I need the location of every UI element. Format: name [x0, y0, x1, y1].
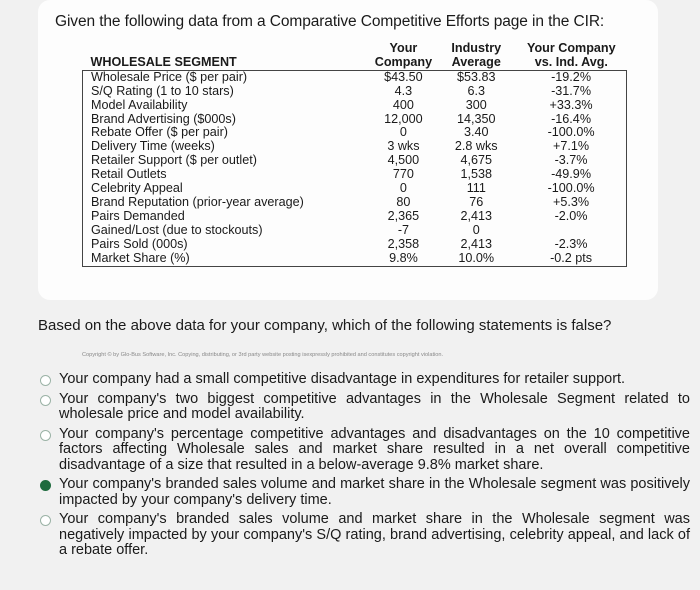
- your-company-value: 80: [396, 194, 411, 209]
- your-company-header-line2: Company: [374, 54, 433, 69]
- industry-average-value: 2,413: [460, 208, 493, 223]
- your-company-value: 0: [399, 181, 407, 196]
- table-row: [83, 252, 627, 266]
- radio-icon[interactable]: [40, 395, 51, 406]
- vs-ind-avg-value: -49.9%: [516, 168, 626, 182]
- industry-average-value: 1,538: [460, 167, 493, 182]
- vs-ind-avg-value: +7.1%: [516, 140, 626, 154]
- vs-ind-avg-value: -100.0%: [516, 126, 626, 140]
- industry-average-value: 6.3: [467, 83, 486, 98]
- your-company-value: 2,365: [387, 208, 420, 223]
- industry-average-header: [436, 42, 516, 70]
- table-row: [83, 168, 627, 182]
- vs-ind-avg-value: -31.7%: [516, 85, 626, 99]
- row-label: Delivery Time (weeks): [83, 140, 371, 154]
- your-company-value: 4.3: [394, 83, 413, 98]
- answer-options: [40, 372, 690, 563]
- vs-ind-avg-value: -16.4%: [516, 113, 626, 127]
- industry-average-value: 3.40: [464, 125, 489, 140]
- vs-ind-avg-value: +33.3%: [516, 99, 626, 113]
- industry-average-value: 14,350: [457, 111, 496, 126]
- vs-ind-avg-value: -3.7%: [516, 154, 626, 168]
- industry-average-value: 4,675: [460, 153, 493, 168]
- industry-average-value: $53.83: [436, 70, 516, 84]
- answer-option-5[interactable]: [40, 512, 690, 559]
- comparative-efforts-table: [82, 42, 627, 267]
- table-row: [83, 126, 627, 140]
- intro-text: Given the following data from a Comparative Competitive Efforts page in the CIR:: [55, 13, 605, 30]
- industry-average-header-line1: Industry: [451, 41, 502, 55]
- radio-icon[interactable]: [40, 430, 51, 441]
- table-row: [83, 182, 627, 196]
- your-company-value: 2,358: [387, 236, 420, 251]
- answer-option-2[interactable]: [40, 392, 690, 423]
- your-company-value: $43.50: [370, 70, 436, 84]
- vs-ind-avg-value: +5.3%: [516, 196, 626, 210]
- your-company-value: 9.8%: [370, 252, 436, 266]
- your-company-value: 770: [392, 167, 414, 182]
- row-label: Pairs Demanded: [83, 210, 371, 224]
- vs-ind-avg-value: -2.3%: [516, 238, 626, 252]
- industry-average-value: 76: [469, 194, 484, 209]
- your-company-value: -7: [397, 222, 410, 237]
- industry-average-value: 300: [465, 97, 487, 112]
- row-label: Brand Reputation (prior-year average): [83, 196, 371, 210]
- your-company-header: [370, 42, 436, 70]
- table-row: [83, 238, 627, 252]
- table-row: [83, 99, 627, 113]
- radio-selected-icon[interactable]: [40, 480, 51, 491]
- vs-ind-avg-value: -19.2%: [516, 70, 626, 84]
- industry-average-header-line2: Average: [451, 54, 501, 69]
- answer-option-text: Your company's two biggest competitive advantages in the Wholesale Segment related to wholesale price and model availability.: [59, 390, 690, 422]
- row-label: Brand Advertising ($000s): [83, 113, 371, 127]
- industry-average-value: 2.8 wks: [454, 139, 498, 154]
- vs-ind-avg-value: -0.2 pts: [516, 252, 626, 266]
- vs-ind-avg-header-line1: Your Company: [527, 41, 616, 55]
- answer-option-3[interactable]: [40, 427, 690, 474]
- vs-ind-avg-value: -100.0%: [516, 182, 626, 196]
- table-row: [83, 113, 627, 127]
- your-company-header-line1: Your: [389, 41, 418, 55]
- answer-option-4[interactable]: [40, 477, 690, 508]
- copyright-notice: Copyright © by Glo-Bus Software, Inc. Copying, distributing, or 3rd party website posting isexpressly prohibited and constitutes copyright violation.: [82, 352, 444, 358]
- vs-ind-avg-header: [516, 42, 626, 70]
- question-text: Based on the above data for your company, which of the following statements is false?: [38, 317, 612, 334]
- row-label: Gained/Lost (due to stockouts): [83, 224, 371, 238]
- your-company-value: 400: [392, 97, 414, 112]
- row-label: Retailer Support ($ per outlet): [83, 154, 371, 168]
- answer-option-text: Your company's branded sales volume and market share in the Wholesale segment was negatively impacted by your company's S/Q rating, brand advertising, celebrity appeal, and lack of a rebate offer.: [59, 511, 690, 558]
- row-label: Model Availability: [83, 99, 371, 113]
- your-company-value: 12,000: [384, 111, 423, 126]
- row-label: S/Q Rating (1 to 10 stars): [83, 85, 371, 99]
- row-label: Retail Outlets: [83, 168, 371, 182]
- table-row: [83, 70, 627, 84]
- segment-header: WHOLESALE SEGMENT: [90, 54, 237, 69]
- table-row: [83, 196, 627, 210]
- row-label: Pairs Sold (000s): [83, 238, 371, 252]
- vs-ind-avg-header-line2: vs. Ind. Avg.: [534, 54, 608, 69]
- answer-option-text: Your company had a small competitive disadvantage in expenditures for retailer support.: [59, 371, 626, 387]
- your-company-value: 0: [399, 125, 407, 140]
- row-label: Market Share (%): [83, 252, 371, 266]
- your-company-value: 3 wks: [387, 139, 420, 154]
- radio-icon[interactable]: [40, 375, 51, 386]
- industry-average-value: 2,413: [460, 236, 493, 251]
- table-row: [83, 224, 627, 238]
- table-row: [83, 210, 627, 224]
- industry-average-value: 10.0%: [436, 252, 516, 266]
- industry-average-value: 111: [466, 181, 486, 196]
- answer-option-1[interactable]: [40, 372, 690, 388]
- row-label: Rebate Offer ($ per pair): [83, 126, 371, 140]
- radio-icon[interactable]: [40, 515, 51, 526]
- industry-average-value: 0: [472, 222, 480, 237]
- row-label: Celebrity Appeal: [83, 182, 371, 196]
- table-row: [83, 85, 627, 99]
- answer-option-text: Your company's percentage competitive advantages and disadvantages on the 10 competitive factors affecting Wholesale sales and market share resulted in a net overall competitive disadvantage of a size that resulted in a below-average 9.8% market share.: [59, 425, 690, 473]
- answer-option-text: Your company's branded sales volume and market share in the Wholesale segment was positively impacted by your company's delivery time.: [59, 476, 690, 508]
- table-row: [83, 154, 627, 168]
- table-header-row: [83, 42, 627, 70]
- vs-ind-avg-value: -2.0%: [516, 210, 626, 224]
- your-company-value: 4,500: [387, 153, 420, 168]
- vs-ind-avg-value: [516, 224, 626, 238]
- row-label: Wholesale Price ($ per pair): [83, 70, 371, 84]
- table-row: [83, 140, 627, 154]
